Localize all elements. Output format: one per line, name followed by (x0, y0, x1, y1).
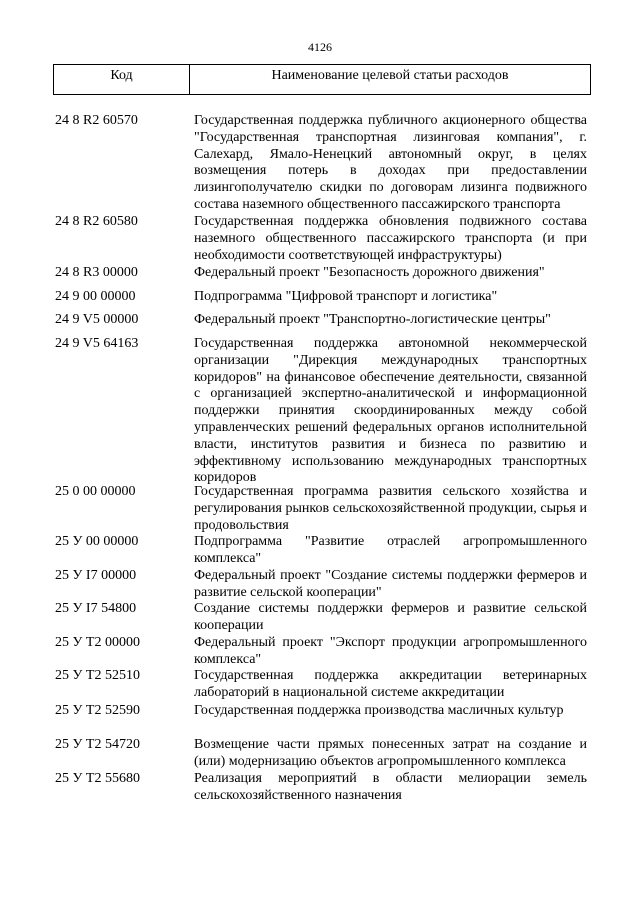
table-row (55, 265, 587, 282)
row-name: Реализация мероприятий в области мелиорации земель сельскохозяйственного назначения (194, 771, 587, 803)
page-number: 4126 (308, 40, 332, 54)
table-row (55, 484, 587, 534)
table-row (55, 601, 587, 635)
table-row (55, 703, 587, 720)
row-name: Создание системы поддержки фермеров и развитие сельской кооперации (194, 601, 587, 633)
table-row (55, 312, 587, 329)
table-row (55, 635, 587, 669)
row-code: 24 8 R2 60570 (55, 113, 138, 128)
table-row (55, 568, 587, 602)
row-name: Подпрограмма "Цифровой транспорт и логистика" (194, 289, 498, 304)
table-row (55, 214, 587, 264)
column-header-name: Наименование целевой статьи расходов (271, 68, 509, 83)
row-code: 24 8 R2 60580 (55, 214, 138, 229)
row-name: Федеральный проект "Создание системы поддержки фермеров и развитие сельской кооперации" (194, 568, 587, 600)
row-code: 25 0 00 00000 (55, 484, 136, 499)
row-name: Государственная поддержка публичного акционерного общества "Государственная транспортная лизинговая компания", г. Салехард, Ямало-Ненецкий автономный округ, в целях возмещения потерь в доходах при предоставлении лизингополучателю скидки по договорам лизинга подвижного состава наземного общественного пассажирского транспорта (194, 113, 587, 212)
row-code: 25 У Т2 00000 (55, 635, 140, 650)
row-name: Государственная поддержка аккредитации ветеринарных лабораторий в национальной системе аккредитации (194, 668, 587, 700)
row-code: 25 У I7 54800 (55, 601, 137, 616)
table-row (55, 113, 587, 214)
row-code: 25 У Т2 52590 (55, 703, 140, 718)
row-code: 24 8 R3 00000 (55, 265, 138, 280)
row-code: 25 У 00 00000 (55, 534, 139, 549)
row-code: 25 У Т2 55680 (55, 771, 140, 786)
row-name: Федеральный проект "Безопасность дорожного движения" (194, 265, 545, 280)
row-name: Государственная поддержка обновления подвижного состава наземного общественного пассажирского транспорта (и при необходимости соответствующей инфраструктуры) (194, 214, 587, 263)
row-name: Государственная поддержка автономной некоммерческой организации "Дирекция международных транспортных коридоров" на финансовое обеспечение деятельности, связанной с организацией экспертно-аналитической и информационной поддержки принятия скоординированных между собой управленческих решений федеральных органов исполнительной власти, институтов развития и бизнеса по развитию и эффективному использованию международных транспортных коридоров (194, 336, 587, 486)
row-name: Государственная программа развития сельского хозяйства и регулирования рынков сельскохозяйственной продукции, сырья и продовольствия (194, 484, 587, 533)
row-name: Подпрограмма "Развитие отраслей агропромышленного комплекса" (194, 534, 587, 566)
table-row (55, 737, 587, 771)
row-code: 24 9 00 00000 (55, 289, 136, 304)
row-name: Возмещение части прямых понесенных затрат на создание и (или) модернизацию объектов агропромышленного комплекса (194, 737, 587, 769)
row-code: 25 У Т2 52510 (55, 668, 140, 683)
column-header-code: Код (54, 65, 190, 94)
table-header (53, 64, 591, 95)
row-name: Федеральный проект "Экспорт продукции агропромышленного комплекса" (194, 635, 587, 667)
table-row (55, 534, 587, 568)
row-code: 25 У Т2 54720 (55, 737, 140, 752)
row-code: 25 У I7 00000 (55, 568, 137, 583)
row-code: 24 9 V5 64163 (55, 336, 139, 351)
row-name: Федеральный проект "Транспортно-логистические центры" (194, 312, 551, 327)
row-name: Государственная поддержка производства масличных культур (194, 703, 564, 718)
table-row (55, 668, 587, 702)
row-code: 24 9 V5 00000 (55, 312, 139, 327)
table-row (55, 336, 587, 487)
table-row (55, 289, 587, 306)
table-row (55, 771, 587, 805)
